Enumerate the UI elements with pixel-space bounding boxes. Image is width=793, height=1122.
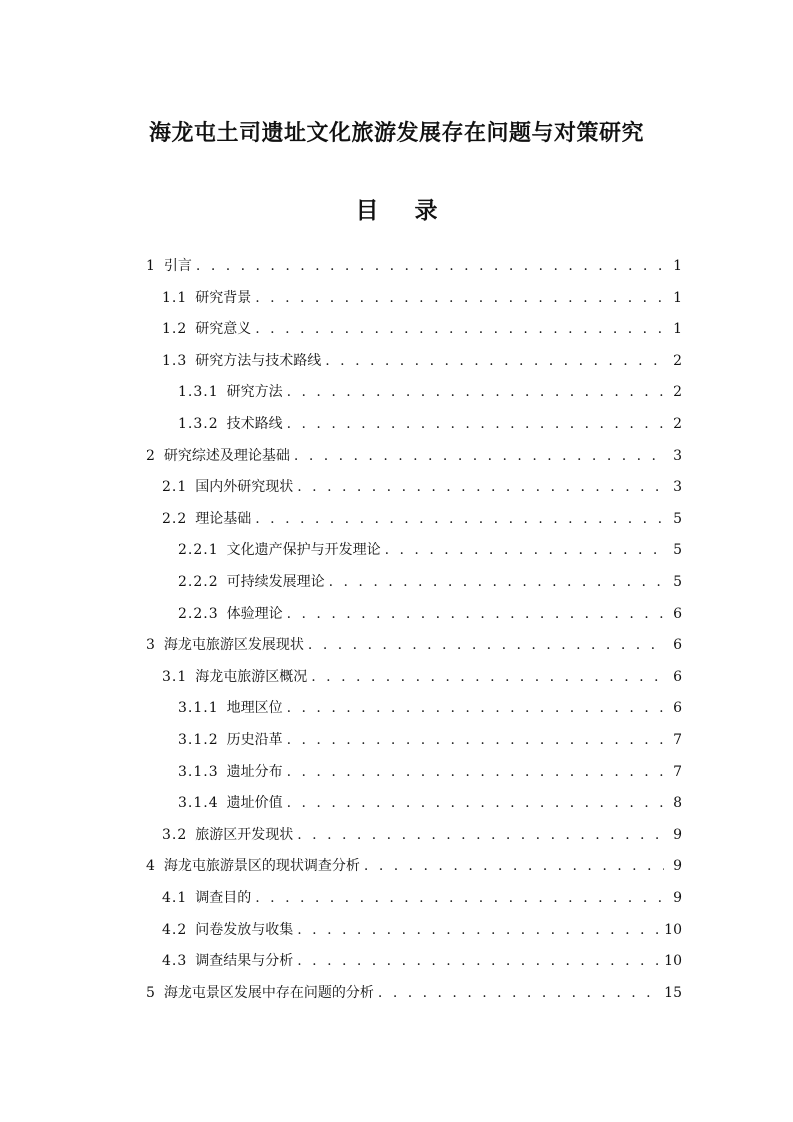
- toc-entry[interactable]: [162, 508, 682, 532]
- toc-entry[interactable]: [162, 476, 682, 500]
- toc-entry-page-number: 10: [664, 921, 682, 938]
- toc-entry-leader: [287, 416, 664, 432]
- toc-entry-number: 3.1: [162, 668, 188, 685]
- toc-entry-number: 2.2.3: [178, 605, 219, 622]
- toc-heading: 目 录: [355, 198, 452, 224]
- toc-entry-leader: [329, 574, 664, 590]
- toc-entry-leader: [196, 258, 664, 274]
- toc-entry-number: 4.1: [162, 890, 188, 906]
- toc-entry-number: 2.2.2: [178, 574, 219, 590]
- toc-entry[interactable]: [146, 255, 682, 279]
- toc-entry-number: 2.2: [162, 510, 188, 527]
- toc-entry-label: 理论基础: [195, 510, 252, 527]
- toc-entry[interactable]: [162, 666, 682, 690]
- toc-entry-number: 3.2: [162, 826, 188, 843]
- toc-entry-number: 3: [146, 637, 156, 654]
- toc-entry-page-number: 1: [673, 321, 682, 338]
- toc-entry-number: 1: [146, 258, 156, 274]
- toc-entry[interactable]: [178, 697, 682, 721]
- toc-entry-page-number: 15: [664, 984, 682, 1001]
- toc-entry-label: 历史沿革: [226, 732, 283, 748]
- toc-entry-label: 海龙屯旅游区概况: [195, 668, 308, 685]
- toc-entry-leader: [308, 637, 664, 653]
- toc-entry-number: 3.1.3: [178, 763, 219, 780]
- toc-entry[interactable]: [162, 919, 682, 943]
- toc-entry-label: 海龙屯景区发展中存在问题的分析: [163, 984, 374, 1001]
- toc-entry-label: 遗址价值: [226, 795, 283, 812]
- toc-entry-number: 2.2.1: [178, 542, 219, 559]
- toc-entry[interactable]: [146, 445, 682, 469]
- toc-entry-number: 4.2: [162, 921, 188, 938]
- toc-entry-page-number: 10: [664, 953, 682, 970]
- toc-entry-label: 研究背景: [195, 289, 252, 306]
- toc-entry-page-number: 7: [673, 732, 682, 748]
- toc-entry-page-number: 2: [673, 384, 682, 401]
- toc-entry-label: 遗址分布: [226, 763, 283, 780]
- toc-entry-label: 地理区位: [226, 700, 283, 717]
- toc-entry[interactable]: [178, 539, 682, 563]
- toc-entry-number: 1.3.2: [178, 416, 219, 432]
- toc-entry-leader: [297, 479, 664, 495]
- toc-entry-number: 2.1: [162, 479, 188, 496]
- toc-entry-leader: [287, 700, 664, 716]
- toc-entry-leader: [297, 953, 660, 969]
- toc-entry-page-number: 6: [673, 605, 682, 622]
- toc-entry-number: 1.1: [162, 289, 188, 306]
- toc-entry-number: 2: [146, 447, 156, 464]
- toc-entry-number: 4: [146, 858, 156, 875]
- toc-entry[interactable]: [162, 887, 682, 911]
- toc-entry-label: 研究意义: [195, 321, 252, 338]
- toc-entry-leader: [255, 321, 664, 337]
- toc-entry-page-number: 5: [673, 510, 682, 527]
- toc-entry-leader: [294, 448, 664, 464]
- toc-entry-label: 引言: [163, 258, 192, 274]
- toc-entry-number: 3.1.4: [178, 795, 219, 812]
- toc-entry-label: 海龙屯旅游区发展现状: [163, 637, 304, 654]
- toc-entry[interactable]: [178, 792, 682, 816]
- toc-entry-number: 5: [146, 984, 156, 1001]
- toc-entry-label: 文化遗产保护与开发理论: [226, 542, 381, 559]
- toc-entry[interactable]: [162, 287, 682, 311]
- toc-entry[interactable]: [178, 603, 682, 627]
- toc-entry-leader: [255, 511, 664, 527]
- toc-entry-leader: [287, 764, 664, 780]
- toc-entry-number: 1.3.1: [178, 384, 219, 401]
- toc-entry-label: 技术路线: [226, 416, 283, 432]
- toc-entry[interactable]: [146, 855, 682, 879]
- toc-entry-page-number: 9: [673, 890, 682, 906]
- toc-entry-label: 研究综述及理论基础: [163, 447, 290, 464]
- toc-entry-leader: [297, 827, 664, 843]
- toc-entry-page-number: 8: [673, 795, 682, 812]
- toc-entry[interactable]: [146, 634, 682, 658]
- toc-entry-label: 国内外研究现状: [195, 479, 294, 496]
- toc-entry-page-number: 2: [673, 416, 682, 432]
- toc-entry-leader: [311, 669, 664, 685]
- toc-entry-label: 研究方法: [226, 384, 283, 401]
- toc-entry-page-number: 1: [673, 258, 682, 274]
- toc-entry-label: 海龙屯旅游景区的现状调查分析: [163, 858, 360, 875]
- toc-entry[interactable]: [146, 982, 682, 1006]
- toc-entry-page-number: 3: [673, 447, 682, 464]
- toc-entry[interactable]: [162, 950, 682, 974]
- toc-entry[interactable]: [178, 381, 682, 405]
- toc-entry-page-number: 6: [673, 700, 682, 717]
- toc-entry-leader: [287, 732, 664, 748]
- toc-entry-number: 1.3: [162, 352, 188, 369]
- toc-entry-page-number: 6: [673, 637, 682, 654]
- toc-entry-leader: [255, 290, 664, 306]
- toc-entry-page-number: 5: [673, 542, 682, 559]
- toc-entry-page-number: 3: [673, 479, 682, 496]
- toc-entry-label: 调查目的: [195, 890, 252, 906]
- toc-entry-leader: [287, 384, 664, 400]
- toc-entry-page-number: 1: [673, 289, 682, 306]
- toc-entry-number: 1.2: [162, 321, 188, 338]
- toc-entry[interactable]: [178, 571, 682, 595]
- toc-entry-page-number: 7: [673, 763, 682, 780]
- toc-entry-page-number: 9: [673, 826, 682, 843]
- toc-entry[interactable]: [162, 824, 682, 848]
- toc-entry-label: 研究方法与技术路线: [195, 352, 322, 369]
- toc-entry-number: 3.1.1: [178, 700, 219, 717]
- toc-entry-label: 体验理论: [226, 605, 283, 622]
- toc-entry-label: 可持续发展理论: [226, 574, 325, 590]
- toc-entry[interactable]: [162, 318, 682, 342]
- toc-entry-number: 4.3: [162, 953, 188, 970]
- toc-entry[interactable]: [178, 729, 682, 753]
- toc-entry-leader: [287, 606, 664, 622]
- toc-entry-number: 3.1.2: [178, 732, 219, 748]
- toc-entry-leader: [325, 353, 664, 369]
- toc-entry-leader: [287, 795, 664, 811]
- toc-entry[interactable]: [178, 413, 682, 437]
- toc-entry-page-number: 9: [673, 858, 682, 875]
- toc-entry-label: 调查结果与分析: [195, 953, 294, 970]
- toc-entry-leader: [364, 858, 664, 874]
- toc-entry-leader: [297, 922, 660, 938]
- toc-entry-leader: [385, 542, 664, 558]
- toc-entry[interactable]: [178, 761, 682, 785]
- toc-entry-page-number: 6: [673, 668, 682, 685]
- toc-entry-leader: [378, 985, 660, 1001]
- toc-entry-label: 问卷发放与收集: [195, 921, 294, 938]
- toc-entry-leader: [255, 890, 664, 906]
- toc-entry-page-number: 2: [673, 352, 682, 369]
- toc-entry-page-number: 5: [673, 574, 682, 590]
- toc-entry-label: 旅游区开发现状: [195, 826, 294, 843]
- document-title: 海龙屯土司遗址文化旅游发展存在问题与对策研究: [148, 121, 644, 146]
- toc-entry[interactable]: [162, 350, 682, 374]
